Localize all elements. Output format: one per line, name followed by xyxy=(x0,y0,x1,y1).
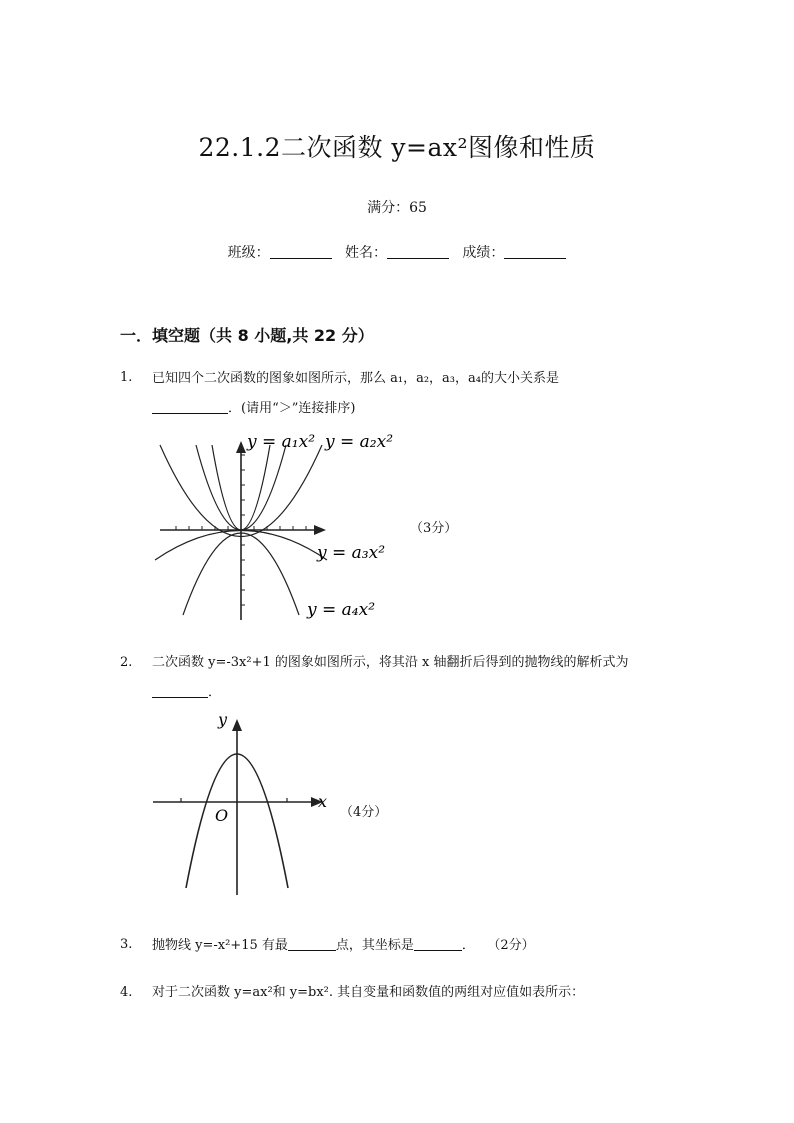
q1-points: （3分） xyxy=(410,521,458,536)
q2-figure xyxy=(145,705,345,905)
q3-blank-1[interactable] xyxy=(288,936,336,951)
y-axis-arrow xyxy=(236,441,246,453)
q2-number: 2. xyxy=(120,655,133,670)
name-label: 姓名： xyxy=(345,245,387,261)
q3-text-a: 抛物线 y=-x²+15 有最 xyxy=(152,938,288,953)
q2-answer-line xyxy=(152,681,221,700)
y-axis-arrow xyxy=(232,719,242,731)
grade-label: 成绩： xyxy=(462,245,505,261)
y-axis-label: y xyxy=(218,710,228,729)
origin-label: O xyxy=(215,806,229,825)
name-blank[interactable] xyxy=(387,244,449,259)
x-axis-label: x xyxy=(318,792,328,811)
q3-number: 3. xyxy=(120,937,133,952)
q1-answer-line xyxy=(152,397,355,416)
student-info-line xyxy=(0,242,794,262)
q1-figure xyxy=(150,425,400,625)
class-label: 班级： xyxy=(227,245,270,261)
q2-text2: ． xyxy=(208,685,222,700)
label-a4: y = a₄x² xyxy=(307,600,376,620)
q2-text: 二次函数 y=-3x²+1 的图象如图所示，将其沿 x 轴翻折后得到的抛物线的解析式为 xyxy=(152,655,629,670)
label-a1: y = a₁x² xyxy=(247,432,316,452)
q3-points: （2分） xyxy=(487,938,535,953)
q2-blank[interactable] xyxy=(152,683,208,698)
q1-text2: ．(请用“＞”连接排序) xyxy=(228,401,356,416)
label-a3: y = a₃x² xyxy=(317,543,386,563)
q3-text-c: ． xyxy=(461,938,475,953)
q4-number: 4. xyxy=(120,985,133,1000)
section-heading: 一．填空题（共 8 小题,共 22 分） xyxy=(120,326,374,345)
q4-text: 对于二次函数 y=ax²和 y=bx². 其自变量和函数值的两组对应值如表所示： xyxy=(152,985,585,1000)
q1-number: 1. xyxy=(120,370,133,385)
label-a2: y = a₂x² xyxy=(325,432,394,452)
q3-text-b: 点，其坐标是 xyxy=(335,938,414,953)
q1-text: 已知四个二次函数的图象如图所示，那么 a₁，a₂，a₃，a₄的大小关系是 xyxy=(152,371,559,386)
full-score: 满分：65 xyxy=(367,200,427,216)
class-blank[interactable] xyxy=(270,244,332,259)
q3-blank-2[interactable] xyxy=(414,936,462,951)
q1-blank[interactable] xyxy=(152,399,228,414)
q3-line xyxy=(152,934,535,953)
q2-points: （4分） xyxy=(340,805,388,820)
grade-blank[interactable] xyxy=(504,244,566,259)
page-title: 22.1.2二次函数 y=ax²图像和性质 xyxy=(198,133,596,162)
x-axis-arrow xyxy=(314,525,326,535)
